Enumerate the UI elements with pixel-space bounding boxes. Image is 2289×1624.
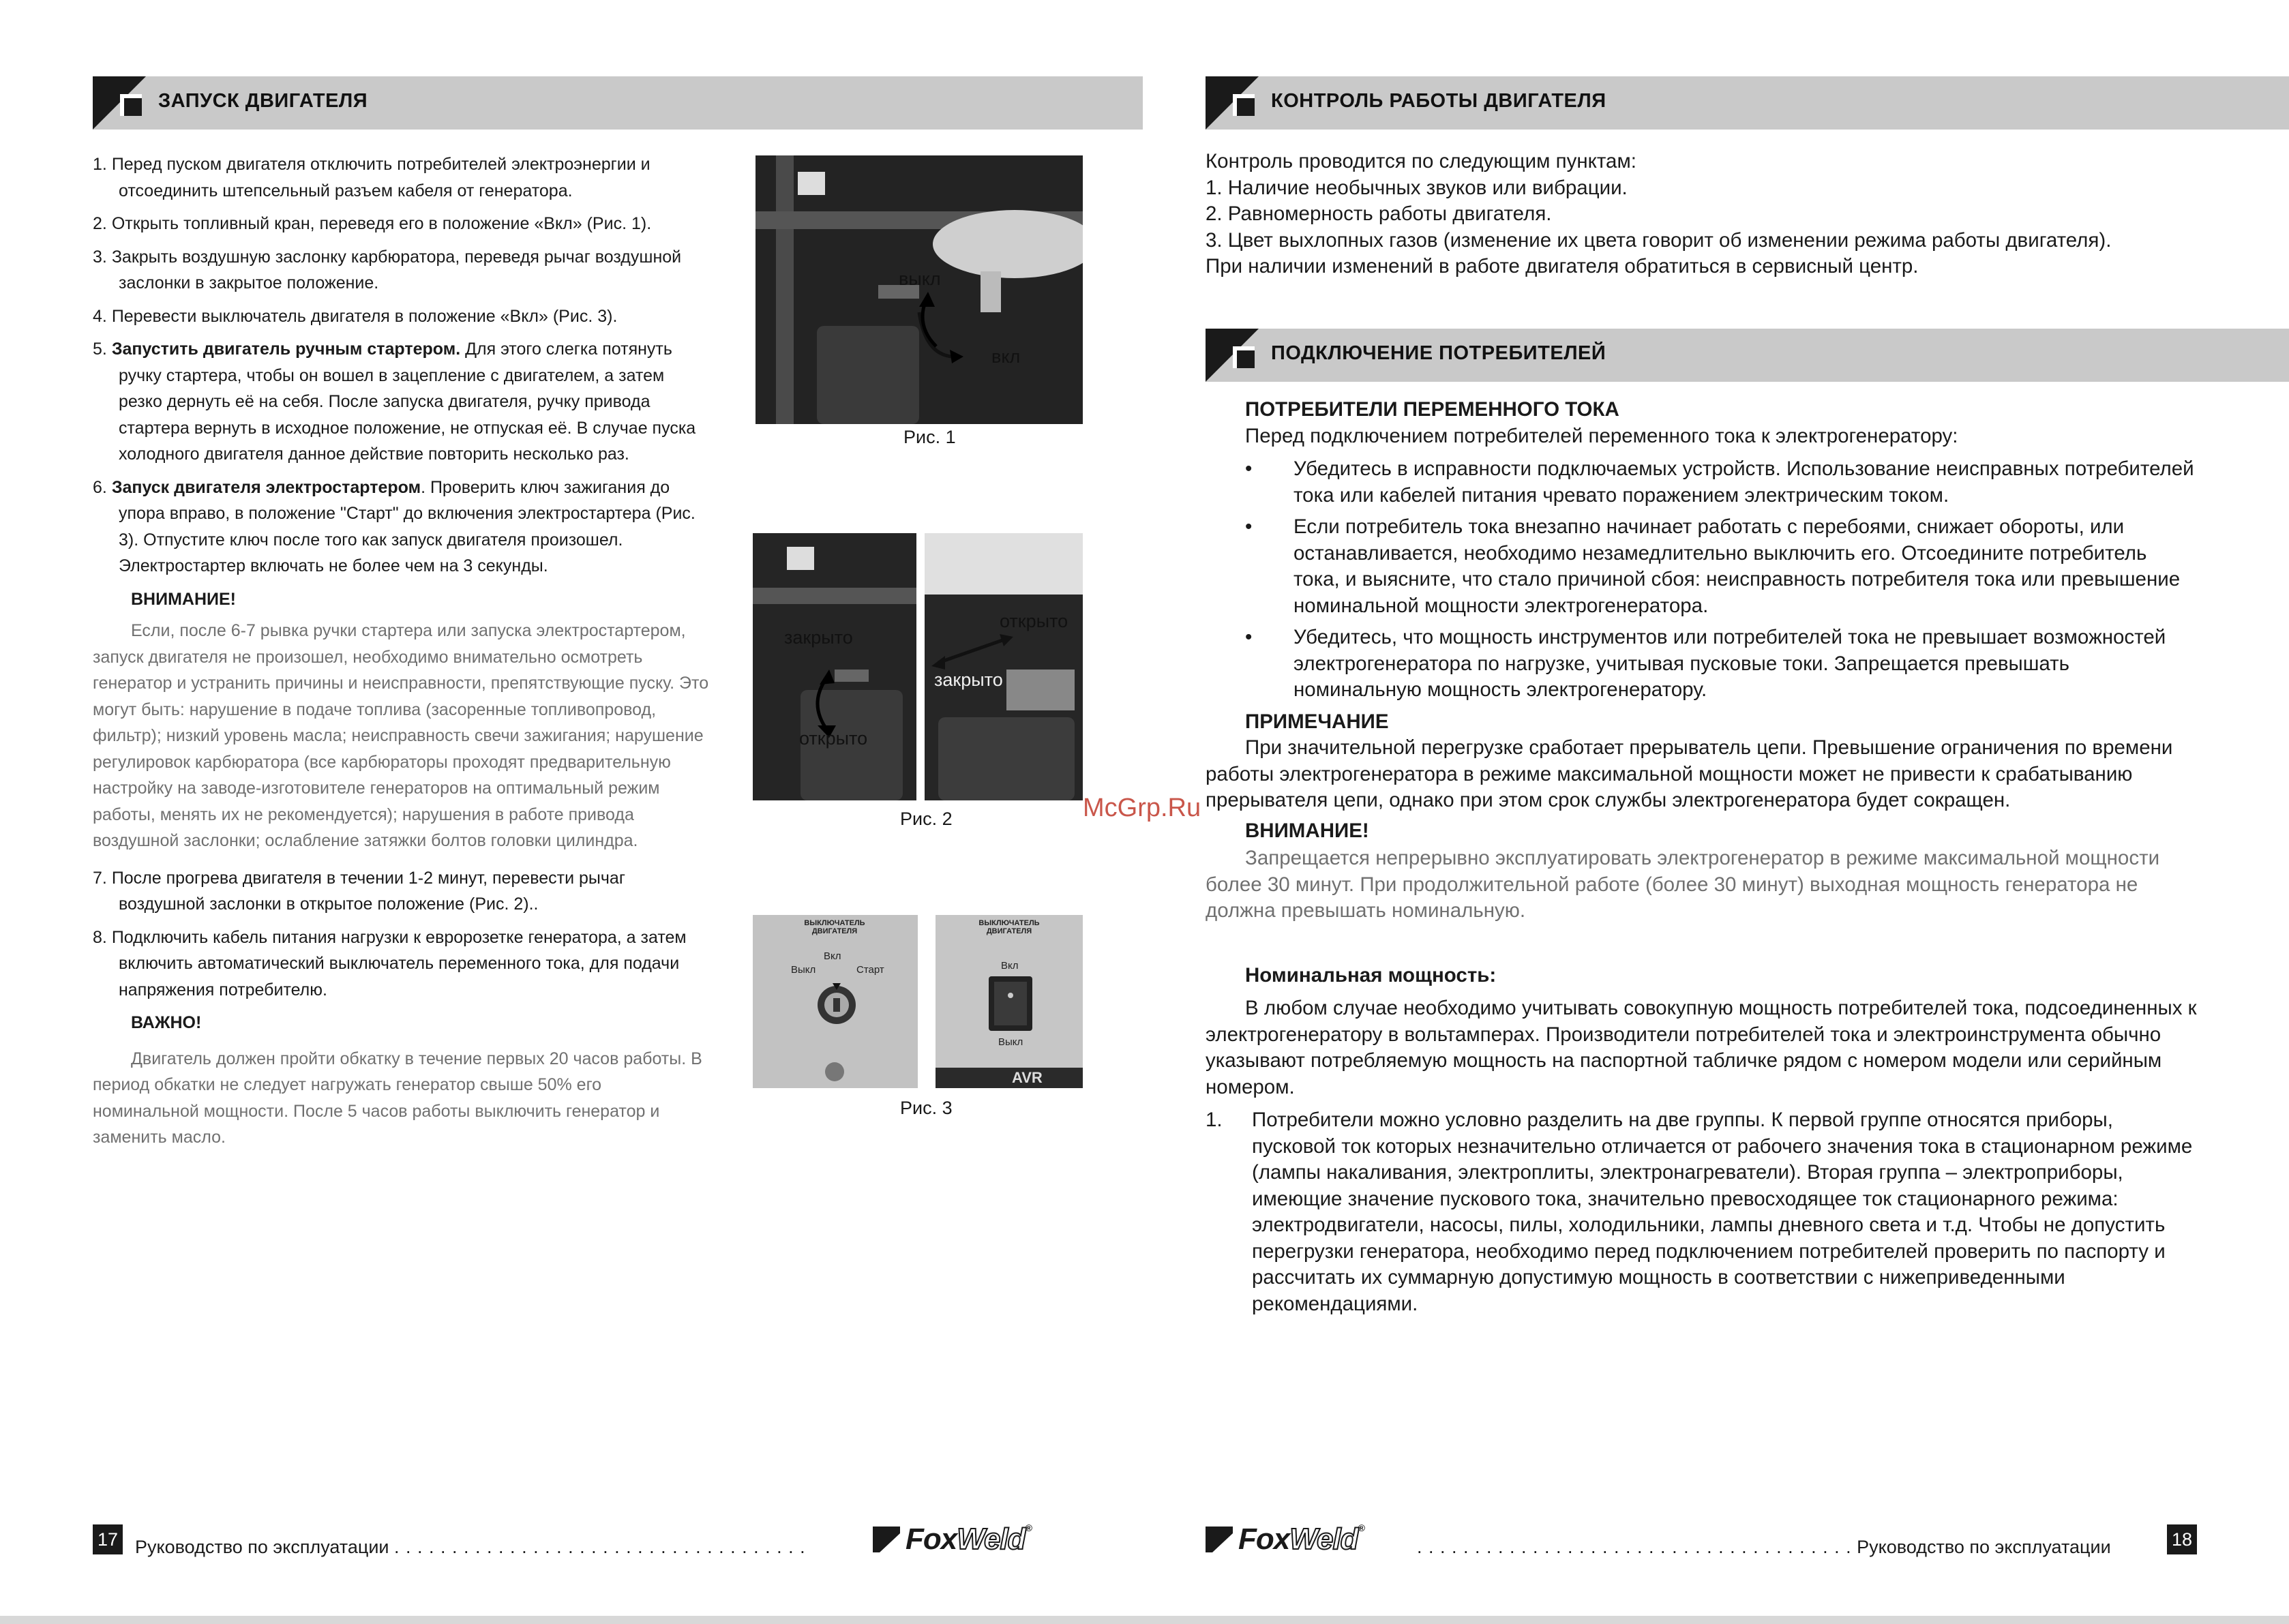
warning-title: ВНИМАНИЕ! bbox=[131, 589, 236, 609]
fig3-panel-text: AVR bbox=[1012, 1069, 1043, 1086]
fig3-photo-b bbox=[936, 915, 1083, 1088]
step-6: 6. Запуск двигателя электростартером. Проверить ключ зажигания до упора вправо, в положение "Старт" до включения электростартера (Рис. 3). Отпустите ключ после того как запуск двигателя произошел. Электростартер включать не более чем на 3 секунды. bbox=[93, 477, 695, 575]
fig2-photo-a bbox=[753, 533, 916, 800]
left-steps bbox=[93, 151, 710, 1151]
nominal-title: Номинальная мощность: bbox=[1245, 963, 1497, 987]
step-4: 4. Перевести выключатель двигателя в положение «Вкл» (Рис. 3). bbox=[93, 306, 618, 326]
fig2-label-closed-b: закрыто bbox=[934, 670, 1003, 690]
consumers-block bbox=[1206, 397, 2198, 1317]
fig2a-illustration bbox=[753, 533, 916, 800]
control-line-3: 3. Цвет выхлопных газов (изменение их цвета говорит об изменении режима работы двигателя). bbox=[1206, 228, 2112, 252]
fig3-key-off: Выкл bbox=[791, 964, 816, 976]
right-footer-logo bbox=[1206, 1524, 1364, 1554]
important-text: Двигатель должен пройти обкатку в течение первых 20 часов работы. В период обкатки не следует нагружать генератор свыше 50% его номинальной мощности. После 5 часов работы выключить генератор и заменить масло. bbox=[93, 1049, 702, 1147]
fig2b-illustration bbox=[925, 533, 1083, 800]
fig1-label-on: вкл bbox=[991, 346, 1021, 367]
foxweld-logo-mark bbox=[1206, 1527, 1233, 1552]
fig3-photo-a bbox=[753, 915, 918, 1088]
warning-text: Если, после 6-7 рывка ручки стартера или запуска электростартером, запуск двигателя не произошел, необходимо внимательно осмотреть генератор и устранить причины и неисправности, препятствующие пуску. Это могут быть: нарушение в подаче топлива (засоренные топливопровод, фильтр); низкий уровень масла; неисправность свечи зажигания; нарушение регулировок карбюратора (все карбюраторы проходят предварительную настройку на заводе-изготовителе генераторов на оптимальный режим работы, менять их не рекомендуется); нарушения в работе привода воздушной заслонки; ослабление затяжки болтов головки цилиндра. bbox=[93, 621, 709, 850]
left-section-title: ЗАПУСК ДВИГАТЕЛЯ bbox=[158, 90, 368, 112]
step-3: 3. Закрыть воздушную заслонку карбюратора, переведя рычаг воздушной заслонки в закрытое положение. bbox=[93, 247, 682, 292]
fig3a-illustration bbox=[753, 915, 918, 1088]
foxweld-logo-name: FoxWeld® bbox=[906, 1522, 1032, 1556]
fig3-key-on: Вкл bbox=[824, 950, 841, 962]
right-section2-header bbox=[1206, 329, 2289, 382]
left-section-header bbox=[93, 76, 1143, 130]
right-page-number: 18 bbox=[2167, 1524, 2197, 1554]
bullet-3: • Убедитесь, что мощность инструментов или потребителей тока не превышает возможностей электрогенератора по нагрузке, учитывая пусковые токи. Запрещается превышать номинальную мощность электрогенератору. bbox=[1245, 626, 2166, 701]
step-7: 7. После прогрева двигателя в течении 1-2 минут, перевести рычаг воздушной заслонки в открытое положение (Рис. 2).. bbox=[93, 868, 625, 914]
header-square-mark bbox=[120, 94, 142, 116]
note-text: При значительной перегрузке сработает прерыватель цепи. Превышение ограничения по времени работы электрогенератора в режиме максимальной мощности может не привести к срабатыванию прерывателя цепи, однако при этом срок службы электрогенератора будет сокращен. bbox=[1206, 736, 2173, 811]
fig2-label-closed-a: закрыто bbox=[784, 627, 853, 648]
fig3b-switch-title: ВЫКЛЮЧАТЕЛЬ ДВИГАТЕЛЯ bbox=[978, 919, 1040, 935]
nominal-text: В любом случае необходимо учитывать совокупную мощность потребителей тока, подсоединенных к электрогенератору в вольтамперах. Производители потребителей тока и электроинструмента обычно указывают потребляемую мощность на паспортной табличке рядом с номером модели или серийным номером. bbox=[1206, 997, 2197, 1098]
important-title: ВАЖНО! bbox=[131, 1013, 202, 1032]
fig2-label-open-a: открыто bbox=[799, 728, 868, 749]
right-section2-title: ПОДКЛЮЧЕНИЕ ПОТРЕБИТЕЛЕЙ bbox=[1271, 342, 1606, 364]
step-1: 1. Перед пуском двигателя отключить потребителей электроэнергии и отсоединить штепсельный разъем кабеля от генератора. bbox=[93, 155, 650, 200]
fig3-caption: Рис. 3 bbox=[900, 1098, 953, 1118]
fig1-photo bbox=[755, 155, 1083, 424]
foxweld-logo-mark bbox=[873, 1527, 900, 1552]
control-line-2: 2. Равномерность работы двигателя. bbox=[1206, 202, 1552, 225]
fig2-label-open-b: открыто bbox=[1000, 611, 1068, 631]
attention-text: Запрещается непрерывно эксплуатировать электрогенератор в режиме максимальной мощности более 30 минут. При продолжительной работе (более 30 минут) выходная мощность генератора не должна превышать номинальную. bbox=[1206, 847, 2160, 922]
bottom-rule bbox=[0, 1616, 2289, 1624]
note-title: ПРИМЕЧАНИЕ bbox=[1245, 710, 1389, 733]
ac-intro: Перед подключением потребителей переменного тока к электрогенератору: bbox=[1245, 424, 1958, 447]
control-line-0: Контроль проводится по следующим пунктам: bbox=[1206, 150, 1636, 172]
fig2-photo-b bbox=[925, 533, 1083, 800]
fig3-rocker-on: Вкл bbox=[1001, 960, 1019, 972]
ac-title: ПОТРЕБИТЕЛИ ПЕРЕМЕННОГО ТОКА bbox=[1245, 398, 1619, 421]
attention-title: ВНИМАНИЕ! bbox=[1245, 819, 1369, 842]
header-square-mark bbox=[1233, 94, 1255, 116]
numbered-item-1: 1. Потребители можно условно разделить на две группы. К первой группе относятся приборы, пусковой ток которых незначительно отличается от рабочего значения тока в стационарном режиме (лампы накаливания, электроплиты, электронагреватели). Вторая группа – электроприборы, имеющие значение пускового тока, значительно превосходящее ток стационарного режима: электродвигатели, насосы, пилы, холодильники, лампы дневного света и т.д. Чтобы не допустить перегрузки генератора, необходимо перед подключением потребителей проверить по паспорту и рассчитать их суммарную допустимую мощность в соответствии с нижеприведенными рекомендациями. bbox=[1206, 1109, 2193, 1315]
control-line-4: При наличии изменений в работе двигателя обратиться в сервисный центр. bbox=[1206, 255, 1919, 277]
bullet-2: • Если потребитель тока внезапно начинает работать с перебоями, снижает обороты, или останавливается, необходимо незамедлительно выключить его. Отсоедините потребитель тока, и выясните, что стало причиной сбоя: неисправность потребителя тока или превышение номинальной мощности электрогенератора. bbox=[1245, 515, 2181, 617]
right-section1-title: КОНТРОЛЬ РАБОТЫ ДВИГАТЕЛЯ bbox=[1271, 90, 1606, 112]
header-square-mark bbox=[1233, 346, 1255, 368]
right-footer-text: . . . . . . . . . . . . . . . . . . . . . . . . . . . . . . . . . . . . . . Руководство по эксплуатации bbox=[1417, 1537, 2111, 1557]
fig2-caption: Рис. 2 bbox=[900, 809, 953, 829]
left-footer-text: Руководство по эксплуатации . . . . . . . . . . . . . . . . . . . . . . . . . . . . . . . . . . . . bbox=[135, 1537, 806, 1557]
left-footer-logo bbox=[873, 1524, 1032, 1554]
step-2: 2. Открыть топливный кран, переведя его в положение «Вкл» (Рис. 1). bbox=[93, 214, 652, 233]
fig1-illustration bbox=[755, 155, 1083, 424]
control-line-1: 1. Наличие необычных звуков или вибрации. bbox=[1206, 176, 1628, 199]
left-page-number: 17 bbox=[93, 1524, 123, 1554]
fig1-caption: Рис. 1 bbox=[903, 427, 956, 447]
fig3-rocker-off: Выкл bbox=[998, 1036, 1023, 1048]
fig3-switch-title: ВЫКЛЮЧАТЕЛЬ ДВИГАТЕЛЯ bbox=[804, 919, 865, 935]
step-5: 5. Запустить двигатель ручным стартером. Для этого слегка потянуть ручку стартера, чтобы он вошел в зацепление с двигателем, а затем резко дернуть её на себя. После запуска двигателя, ручку привода стартера вернуть в исходное положение, не отпуская её. В случае пуска холодного двигателя данное действие повторить несколько раз. bbox=[93, 340, 696, 464]
fig3b-illustration bbox=[936, 915, 1083, 1088]
step-8: 8. Подключить кабель питания нагрузки к евророзетке генератора, а затем включить автоматический выключатель переменного тока, для подачи напряжения потребителю. bbox=[93, 927, 687, 999]
foxweld-logo-name: FoxWeld® bbox=[1238, 1522, 1364, 1556]
fig3-key-start: Старт bbox=[856, 964, 884, 976]
right-section1-header bbox=[1206, 76, 2289, 130]
watermark: McGrp.Ru bbox=[1083, 794, 1201, 822]
fig1-label-off: выкл bbox=[899, 269, 941, 289]
bullet-1: • Убедитесь в исправности подключаемых устройств. Использование неисправных потребителей тока или кабелей питания чревато поражением электрическим током. bbox=[1245, 457, 2194, 507]
control-list bbox=[1206, 149, 2269, 280]
